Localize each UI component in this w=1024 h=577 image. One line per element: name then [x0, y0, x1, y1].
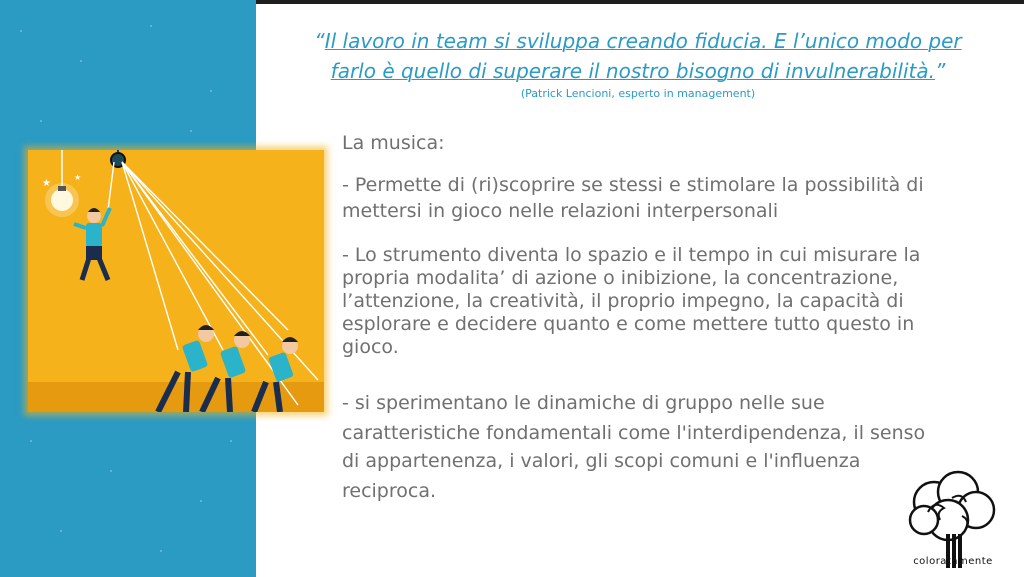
paragraph-2-line-2: propria modalita’ di azione o inibizione, la concentrazione,: [342, 267, 899, 289]
svg-text:★: ★: [74, 173, 82, 182]
logo-text: coloratamente: [913, 556, 993, 567]
quote-close-mark: ”: [934, 59, 946, 83]
paragraph-2-line-5: gioco.: [342, 336, 399, 358]
paragraph-3-line-3: di appartenenza, i valori, gli scopi comuni e l'influenza: [342, 450, 861, 472]
paragraph-2-line-4: esplorare e decidere quanto e come mettere tutto questo in: [342, 313, 915, 335]
paragraph-1-line-2: mettersi in gioco nelle relazioni interpersonali: [342, 200, 779, 222]
paragraph-3-line-4: reciproca.: [342, 480, 437, 502]
paragraph-1-line-1: - Permette di (ri)scoprire se stessi e stimolare la possibilità di: [342, 174, 924, 196]
paragraph-3-line-1: - si sperimentano le dinamiche di gruppo nelle sue: [342, 392, 825, 414]
teamwork-illustration: [28, 150, 324, 412]
quote-text-1: Il lavoro in team si sviluppa creando fiducia. E l’unico modo per: [324, 29, 962, 53]
quote-line-2: [258, 56, 1018, 86]
quote-text-2: farlo è quello di superare il nostro bisogno di invulnerabilità.: [330, 59, 935, 83]
teamwork-lightbulb-illustration: [28, 150, 324, 412]
svg-text:★: ★: [42, 178, 51, 189]
quote-line-1: [258, 26, 1018, 56]
quote-open-mark: “: [314, 29, 325, 53]
paragraph-2-line-1: - Lo strumento diventa lo spazio e il tempo in cui misurare la: [342, 244, 921, 266]
paragraph-3-line-2: caratteristiche fondamentali come l'interdipendenza, il senso: [342, 422, 926, 444]
content-heading: La musica:: [342, 132, 445, 154]
quote-author: (Patrick Lencioni, esperto in management): [520, 87, 756, 100]
paragraph-2-line-3: l’attenzione, la creatività, il proprio impegno, la capacità di: [342, 290, 904, 312]
